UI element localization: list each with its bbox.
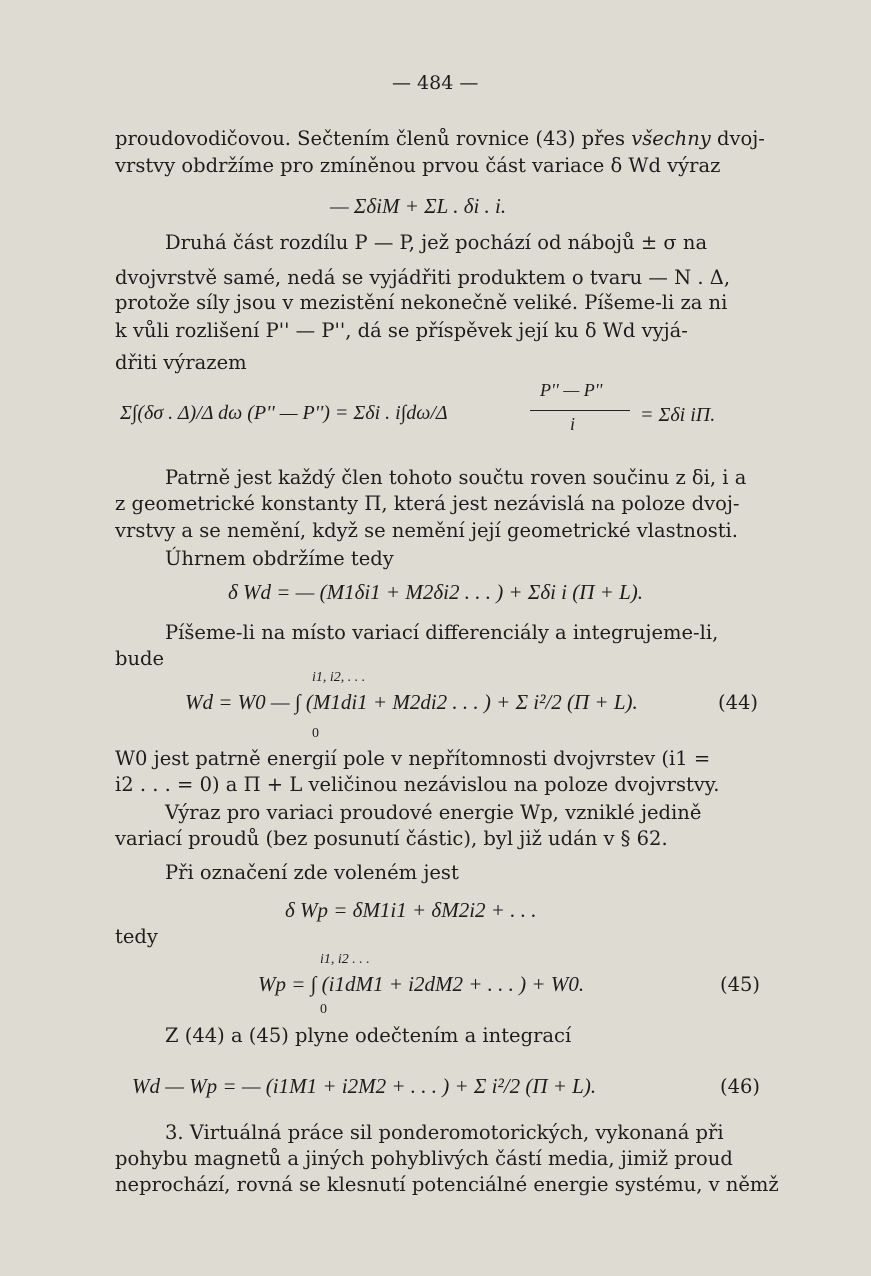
equation: Wd = W0 — ∫ (M1di1 + M2di2 . . . ) + Σ i²/2 (Π + L).: [185, 690, 638, 714]
text-line: dvojvrstvě samé, nedá se vyjádřiti produktem o tvaru — N . Δ,: [115, 266, 731, 289]
text-line: protože síly jsou v mezistění nekonečně veliké. Píšeme-li za ni: [115, 291, 728, 314]
equation: δ Wd = — (M1δi1 + M2δi2 . . . ) + Σδi i (Π + L).: [228, 580, 644, 604]
equation: — ΣδiM + ΣL . δi . i.: [330, 194, 507, 218]
text-line: neprochází, rovná se klesnutí potenciálné energie systému, v němž: [115, 1173, 779, 1196]
text-line: Výraz pro variaci proudové energie Wp, vzniklé jedině: [165, 801, 702, 824]
page-number: — 484 —: [392, 72, 479, 94]
text-line: Úhrnem obdržíme tedy: [165, 547, 394, 570]
text-line: tedy: [115, 925, 158, 948]
fraction-bar: [530, 410, 630, 411]
text-line: i2 . . . = 0) a Π + L veličinou nezávislou na poloze dvojvrstvy.: [115, 773, 720, 796]
equation: = Σδi iΠ.: [640, 404, 716, 426]
text-line: W0 jest patrně energií pole v nepřítomnosti dvojvrstev (i1 =: [115, 747, 711, 770]
equation: Wp = ∫ (i1dM1 + i2dM2 + . . . ) + W0.: [258, 972, 585, 996]
text-line: z geometrické konstanty Π, která jest nezávislá na poloze dvoj-: [115, 492, 740, 515]
text-line: vrstvy a se nemění, když se nemění její geometrické vlastnosti.: [115, 519, 738, 542]
text-line: pohybu magnetů a jiných pohyblivých částí media, jimiž proud: [115, 1147, 733, 1170]
text-line: bude: [115, 647, 165, 670]
integral-lower-limit: 0: [320, 1002, 327, 1017]
text-line: Z (44) a (45) plyne odečtením a integrací: [165, 1024, 572, 1047]
text-line: Při označení zde voleném jest: [165, 861, 459, 884]
fraction-numerator: P'' — P'': [540, 380, 603, 400]
text-line: k vůli rozlišení P'' — P'', dá se příspěvek její ku δ Wd vyjá-: [115, 319, 688, 342]
integral-upper-limit: i1, i2 . . .: [320, 952, 370, 967]
equation: Σ∫(δσ . Δ)/Δ dω (P'' — P'') = Σδi . i∫dω/Δ: [120, 402, 448, 424]
equation-number: (44): [718, 691, 759, 714]
text-line: Druhá část rozdílu P — P, jež pochází od nábojů ± σ na: [165, 231, 708, 254]
equation: Wd — Wp = — (i1M1 + i2M2 + . . . ) + Σ i²/2 (Π + L).: [132, 1074, 597, 1098]
text-line: vrstvy obdržíme pro zmíněnou prvou část variace δ Wd výraz: [115, 154, 721, 177]
text-line: dřiti výrazem: [115, 351, 247, 374]
text-line: Píšeme-li na místo variací differenciály a integrujeme-li,: [165, 621, 719, 644]
equation-number: (46): [720, 1075, 761, 1098]
text-line: proudovodičovou. Sečtením členů rovnice (43) přes všechny dvoj-: [115, 127, 765, 150]
integral-upper-limit: i1, i2, . . .: [312, 670, 366, 685]
fraction-denominator: i: [570, 414, 576, 434]
integral-lower-limit: 0: [312, 726, 319, 741]
equation: δ Wp = δM1i1 + δM2i2 + . . .: [285, 898, 537, 922]
equation-number: (45): [720, 973, 761, 996]
text-line: variací proudů (bez posunutí částic), byl již udán v § 62.: [115, 827, 668, 850]
text-line: Patrně jest každý člen tohoto součtu roven součinu z δi, i a: [165, 466, 747, 489]
text-line: 3. Virtuálná práce sil ponderomotorických, vykonaná při: [165, 1121, 724, 1144]
